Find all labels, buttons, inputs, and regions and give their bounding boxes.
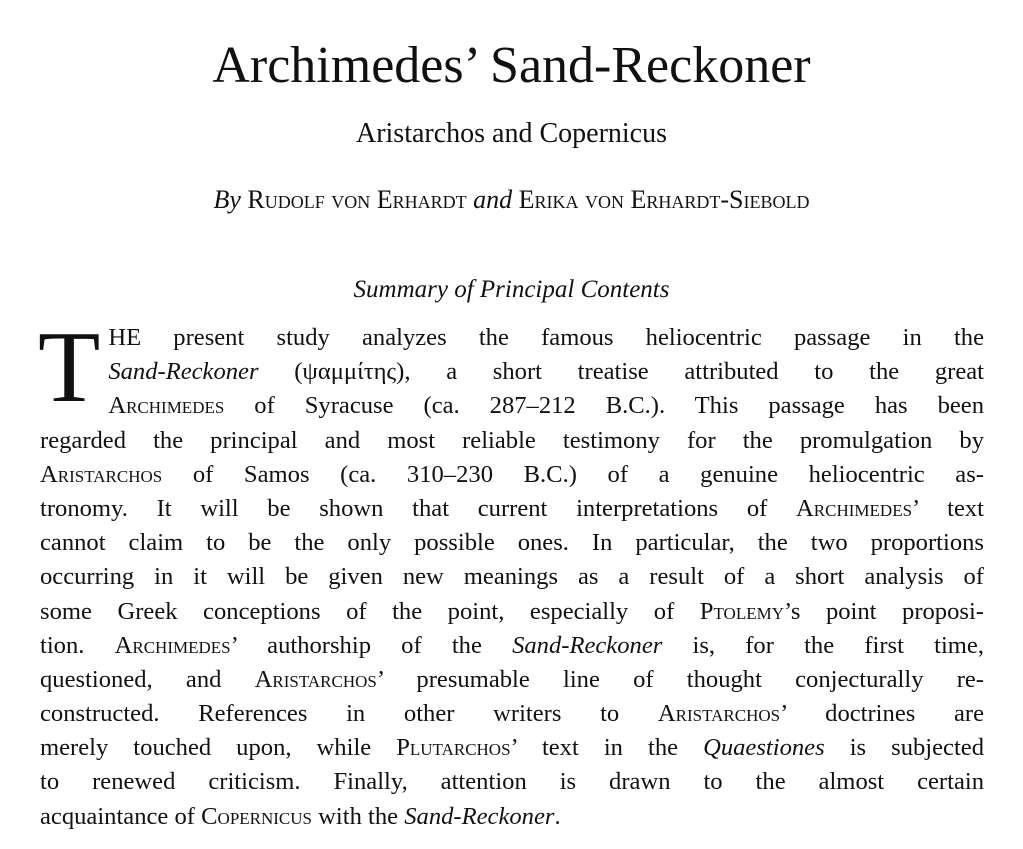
text-run: questioned, and [40, 665, 255, 693]
text-run: cannot claim to be the only possible ones. In particular, the two proportions [40, 529, 984, 557]
text-run: is, for the first time, [662, 631, 984, 659]
person-name: Ptolemy [699, 597, 784, 625]
text-line [40, 629, 984, 663]
text-run: acquaintance of [40, 802, 202, 830]
text-run: constructed. References in other writers to [40, 700, 658, 728]
person-name: Archimedes [114, 631, 231, 659]
text-run: HE present study analyzes the famous heliocentric passage in the [108, 324, 984, 351]
byline-and: and [473, 185, 513, 214]
text-run: with the [312, 802, 405, 830]
text-run: to renewed criticism. Finally, attention is drawn to the almost certain [40, 768, 984, 796]
text-run: ’s point proposi- [784, 597, 984, 625]
article-subtitle: Aristarchos and Copernicus [355, 118, 668, 149]
text-run: tronomy. It will be shown that current interpretations of [40, 494, 797, 522]
work-title: Sand-Reckoner [108, 358, 259, 386]
text-run: regarded the principal and most reliable testimony for the promulgation by [40, 426, 984, 454]
text-line [40, 663, 984, 697]
text-run: tion. [40, 631, 115, 659]
text-line [40, 458, 984, 492]
text-run: occurring in it will be given new meanings as a result of a short analysis of [40, 563, 984, 591]
text-line [108, 321, 984, 355]
text-run: ’ text [912, 494, 984, 522]
person-name: Archimedes [108, 392, 225, 420]
work-title: Sand-Reckoner [404, 802, 555, 830]
text-line [108, 389, 984, 423]
person-name: Aristarchos [40, 460, 163, 488]
text-line [40, 731, 984, 765]
text-line [40, 526, 984, 560]
text-line [40, 560, 984, 594]
text-run: . [554, 802, 561, 830]
text-line [108, 355, 984, 389]
text-run: is subjected [824, 734, 984, 762]
text-run: merely touched upon, while [40, 734, 397, 762]
author-2: Erika von Erhardt-Siebold [518, 185, 810, 214]
text-run: some Greek conceptions of the point, especially of [40, 597, 700, 625]
text-line [40, 765, 984, 799]
byline [0, 184, 1023, 216]
person-name: Archimedes [796, 494, 913, 522]
person-name: Plutarchos [396, 734, 511, 762]
person-name: Aristarchos [657, 700, 781, 728]
text-line [40, 424, 984, 458]
text-run: ’ doctrines are [780, 700, 984, 728]
text-run: ’ authorship of the [230, 631, 513, 659]
text-line [40, 595, 984, 629]
text-line [40, 492, 984, 526]
text-run: ’ text in the [510, 734, 704, 762]
text-run: of Syracuse (ca. 287–212 B.C.). This passage has been [224, 392, 984, 420]
text-line [40, 800, 984, 834]
text-run: of Samos (ca. 310–230 B.C.) of a genuine heliocentric as- [162, 460, 984, 488]
person-name: Aristarchos [254, 665, 377, 693]
summary-paragraph [38, 311, 984, 834]
summary-heading: Summary of Principal Contents [353, 276, 670, 303]
text-run: ’ presumable line of thought conjecturally re- [376, 665, 984, 693]
drop-cap: T [38, 311, 101, 424]
author-1: Rudolf von Erhardt [247, 185, 467, 214]
article-title: Archimedes’ Sand-Reckoner [212, 37, 811, 94]
byline-by: By [213, 185, 241, 214]
work-title: Quaestiones [703, 734, 825, 762]
person-name: Copernicus [201, 802, 313, 830]
work-title: Sand-Reckoner [512, 631, 663, 659]
text-run: (ψαμμίτης), a short treatise attributed to the great [258, 358, 984, 386]
text-line [40, 697, 984, 731]
